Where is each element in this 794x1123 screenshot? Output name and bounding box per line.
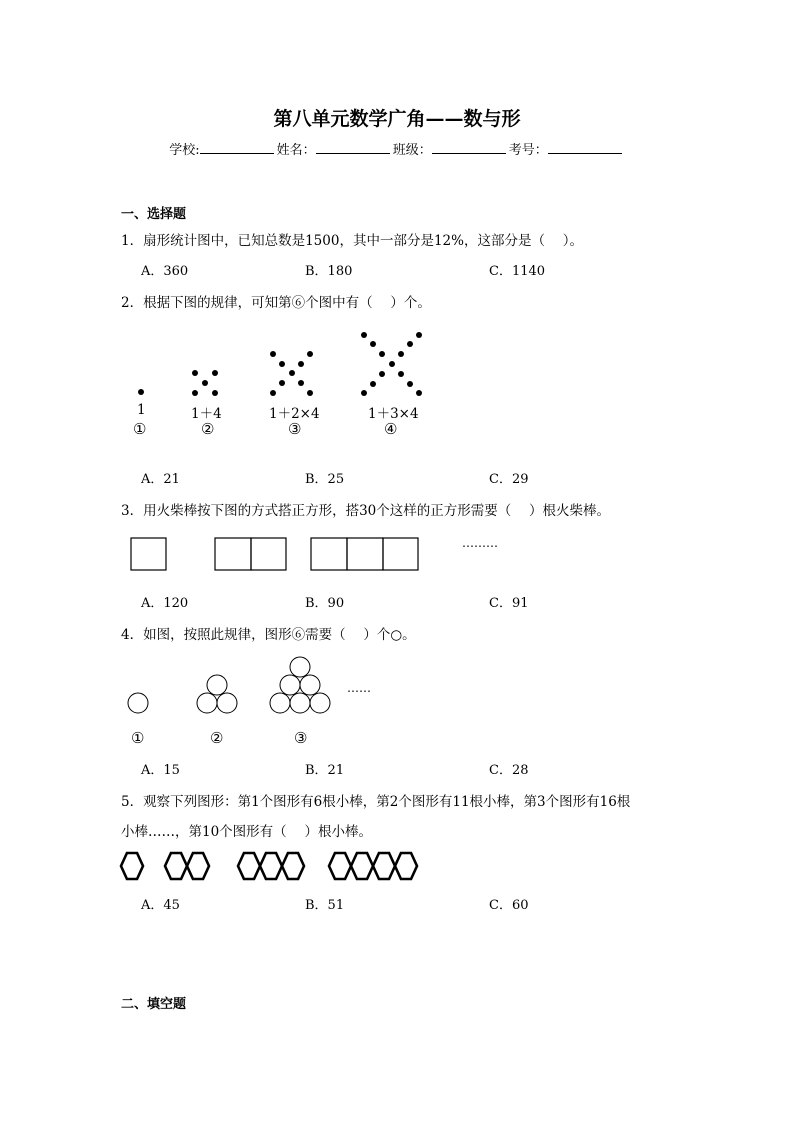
question-5-option-b[interactable]: B．51 — [305, 898, 345, 913]
question-4-option-a[interactable]: A．15 — [141, 763, 180, 778]
school-label: 学校: — [169, 143, 200, 158]
question-1-option-c[interactable]: C．1140 — [489, 264, 546, 279]
question-2-figure-label-3: ③ — [288, 420, 302, 438]
question-5-option-c[interactable]: C．60 — [489, 898, 529, 913]
question-4-figure-label-3: ③ — [294, 729, 308, 747]
question-3-text: 3．用火柴棒按下图的方式搭正方形，搭30个这样的正方形需要（ ）根火柴棒。 — [121, 503, 611, 519]
question-3-option-c[interactable]: C．91 — [489, 596, 529, 611]
question-2-figure-label-2: ② — [201, 420, 215, 438]
question-3-ellipsis: ……… — [462, 536, 498, 550]
hexagon — [373, 853, 395, 879]
page-title: 第八单元数学广角——数与形 — [273, 108, 521, 130]
question-5-text-line-2: 小棒……，第10个图形有（ ）根小棒。 — [121, 824, 372, 840]
question-1-option-a[interactable]: A．360 — [141, 264, 189, 279]
question-4-ellipsis: …… — [347, 681, 371, 695]
question-4-option-c[interactable]: C．28 — [489, 763, 529, 778]
hexagon — [282, 853, 304, 879]
exam-number-label: 考号： — [508, 143, 548, 158]
section-heading-fill-in: 二、填空题 — [121, 997, 187, 1012]
hexagon — [351, 853, 373, 879]
question-2-option-b[interactable]: B．25 — [305, 472, 345, 487]
hexagon — [395, 853, 417, 879]
class-label: 班级： — [392, 143, 432, 158]
question-2-formula-2: 1＋4 — [191, 406, 222, 422]
question-3-option-a[interactable]: A．120 — [141, 596, 189, 611]
hexagon — [329, 853, 351, 879]
hexagon — [165, 853, 187, 879]
question-3-option-b[interactable]: B．90 — [305, 596, 345, 611]
question-2-option-a[interactable]: A．21 — [141, 472, 180, 487]
question-4-figure-label-2: ② — [210, 729, 224, 747]
hexagon — [121, 853, 143, 879]
question-2-formula-1: 1 — [137, 402, 146, 418]
question-5-option-a[interactable]: A．45 — [141, 898, 180, 913]
question-4-option-b[interactable]: B．21 — [305, 763, 345, 778]
question-4-figure-label-1: ① — [131, 729, 145, 747]
question-1-text: 1．扇形统计图中，已知总数是1500，其中一部分是12%，这部分是（ ）。 — [121, 233, 583, 249]
question-2-figure-label-4: ④ — [384, 420, 398, 438]
question-5-text-line-1: 5．观察下列图形：第1个图形有6根小棒，第2个图形有11根小棒，第3个图形有16根 — [121, 794, 631, 810]
question-2-option-c[interactable]: C．29 — [489, 472, 529, 487]
hexagon — [187, 853, 209, 879]
question-4-text: 4．如图，按照此规律，图形⑥需要（ ）个○。 — [121, 627, 416, 643]
question-2-formula-4: 1＋3×4 — [368, 406, 419, 422]
name-label: 姓名： — [276, 143, 316, 158]
hexagon — [238, 853, 260, 879]
question-2-figure-label-1: ① — [133, 420, 147, 438]
question-2-formula-3: 1＋2×4 — [269, 406, 320, 422]
question-1-option-b[interactable]: B．180 — [305, 264, 353, 279]
section-heading-choice: 一、选择题 — [121, 207, 187, 222]
hexagon — [260, 853, 282, 879]
question-2-text: 2．根据下图的规律，可知第⑥个图中有（ ）个。 — [121, 295, 431, 311]
